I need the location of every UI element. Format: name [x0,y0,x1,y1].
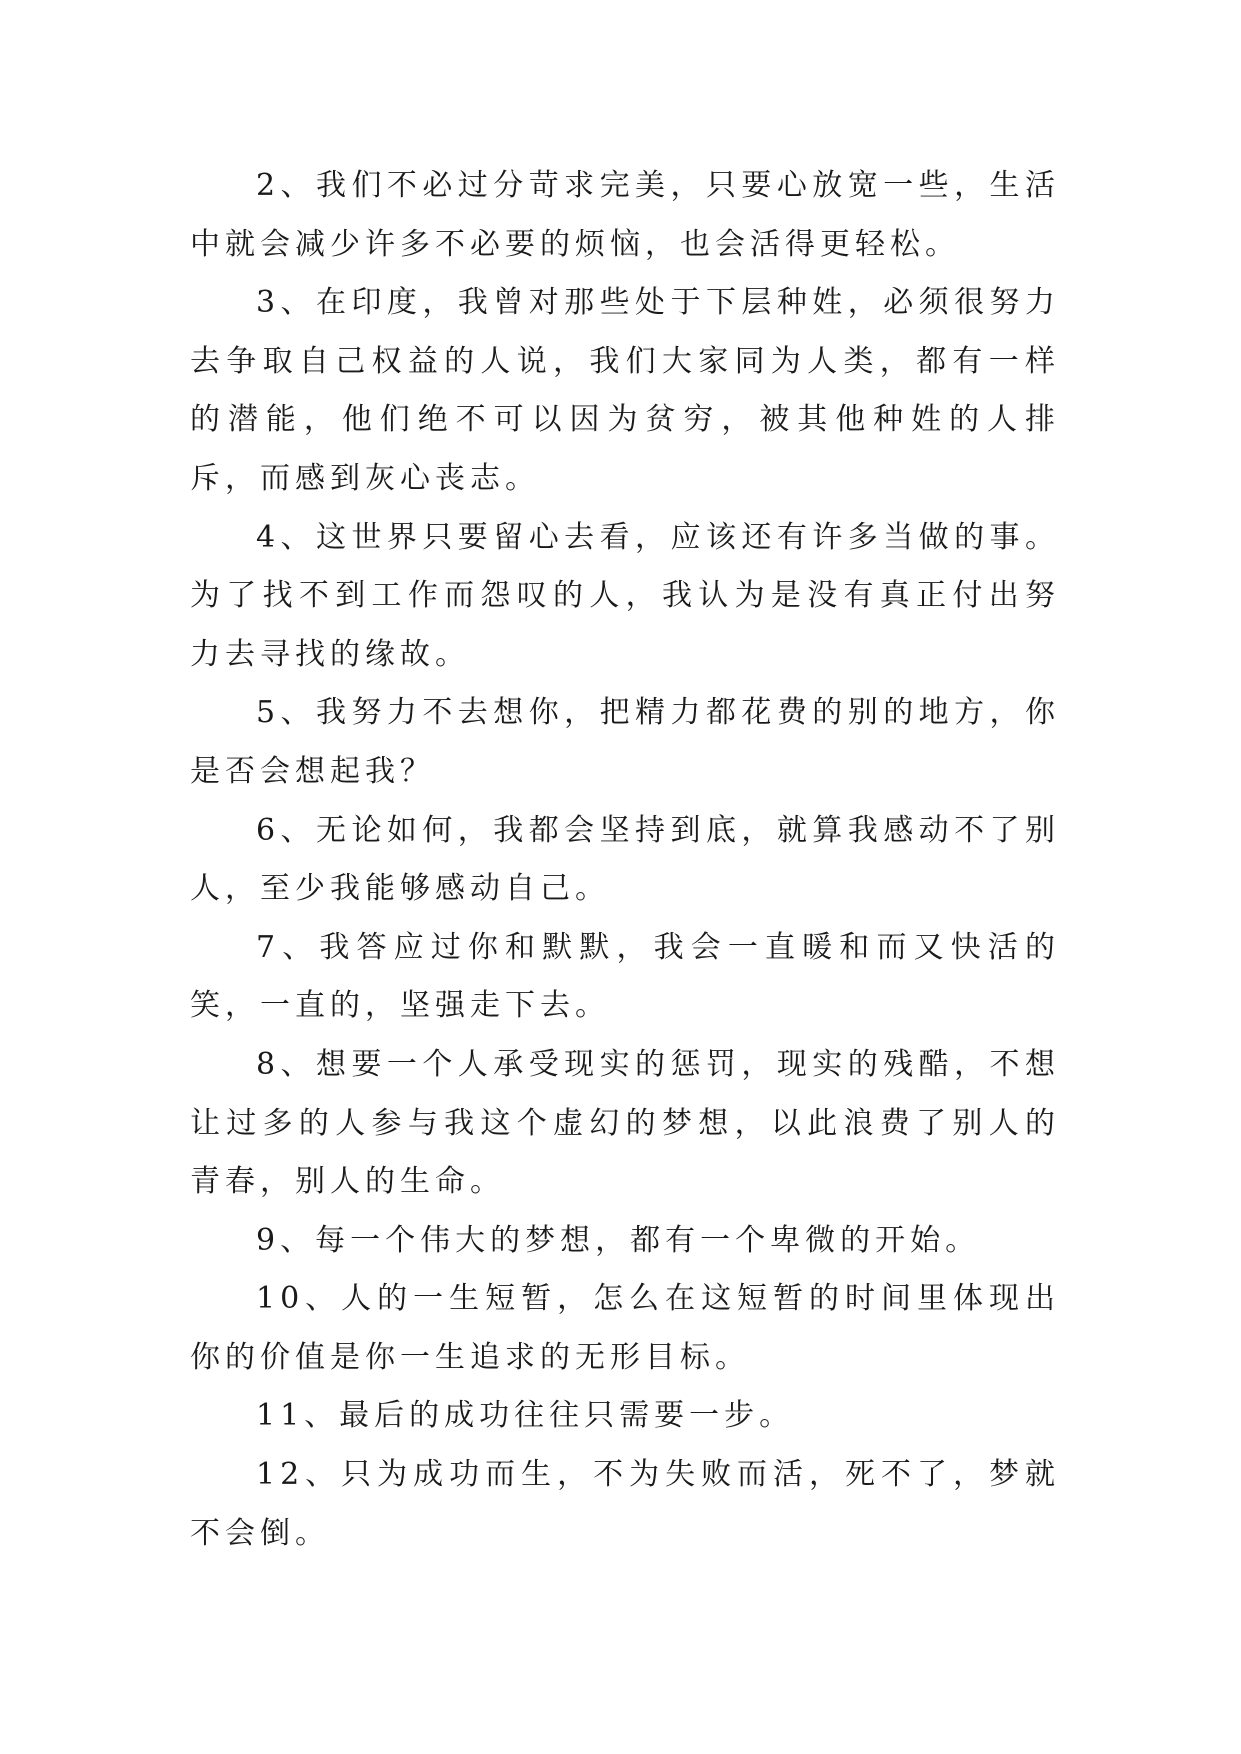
paragraph-9: 9、每一个伟大的梦想，都有一个卑微的开始。 [256,1222,981,1258]
paragraph-5: 5、我努力不去想你，把精力都花费的别的地方，你是否会想起我？ [190,695,1060,789]
paragraph-10: 10、人的一生短暂，怎么在这短暂的时间里体现出你的价值是你一生追求的无形目标。 [190,1281,1060,1375]
paragraph-3: 3、在印度，我曾对那些处于下层种姓，必须很努力去争取自己权益的人说，我们大家同为人类，都有一样的潜能，他们绝不可以因为贫穷，被其他种姓的人排斥，而感到灰心丧志。 [190,285,1060,496]
paragraph-7: 7、我答应过你和默默，我会一直暖和而又快活的笑，一直的，坚强走下去。 [190,929,1060,1024]
document-body [190,157,1060,1563]
paragraph-4: 4、这世界只要留心去看，应该还有许多当做的事。为了找不到工作而怨叹的人，我认为是没有真正付出努力去寻找的缘故。 [190,519,1060,672]
paragraph-11: 11、最后的成功往往只需要一步。 [256,1398,795,1434]
paragraph-6: 6、无论如何，我都会坚持到底，就算我感动不了别人，至少我能够感动自己。 [190,812,1060,907]
paragraph-12: 12、只为成功而生，不为失败而活，死不了，梦就不会倒。 [190,1457,1060,1551]
paragraph-2: 2、我们不必过分苛求完美，只要心放宽一些，生活中就会减少许多不必要的烦恼，也会活得更轻松。 [190,168,1060,262]
paragraph-8: 8、想要一个人承受现实的惩罚，现实的残酷，不想让过多的人参与我这个虚幻的梦想，以此浪费了别人的青春，别人的生命。 [190,1046,1060,1200]
